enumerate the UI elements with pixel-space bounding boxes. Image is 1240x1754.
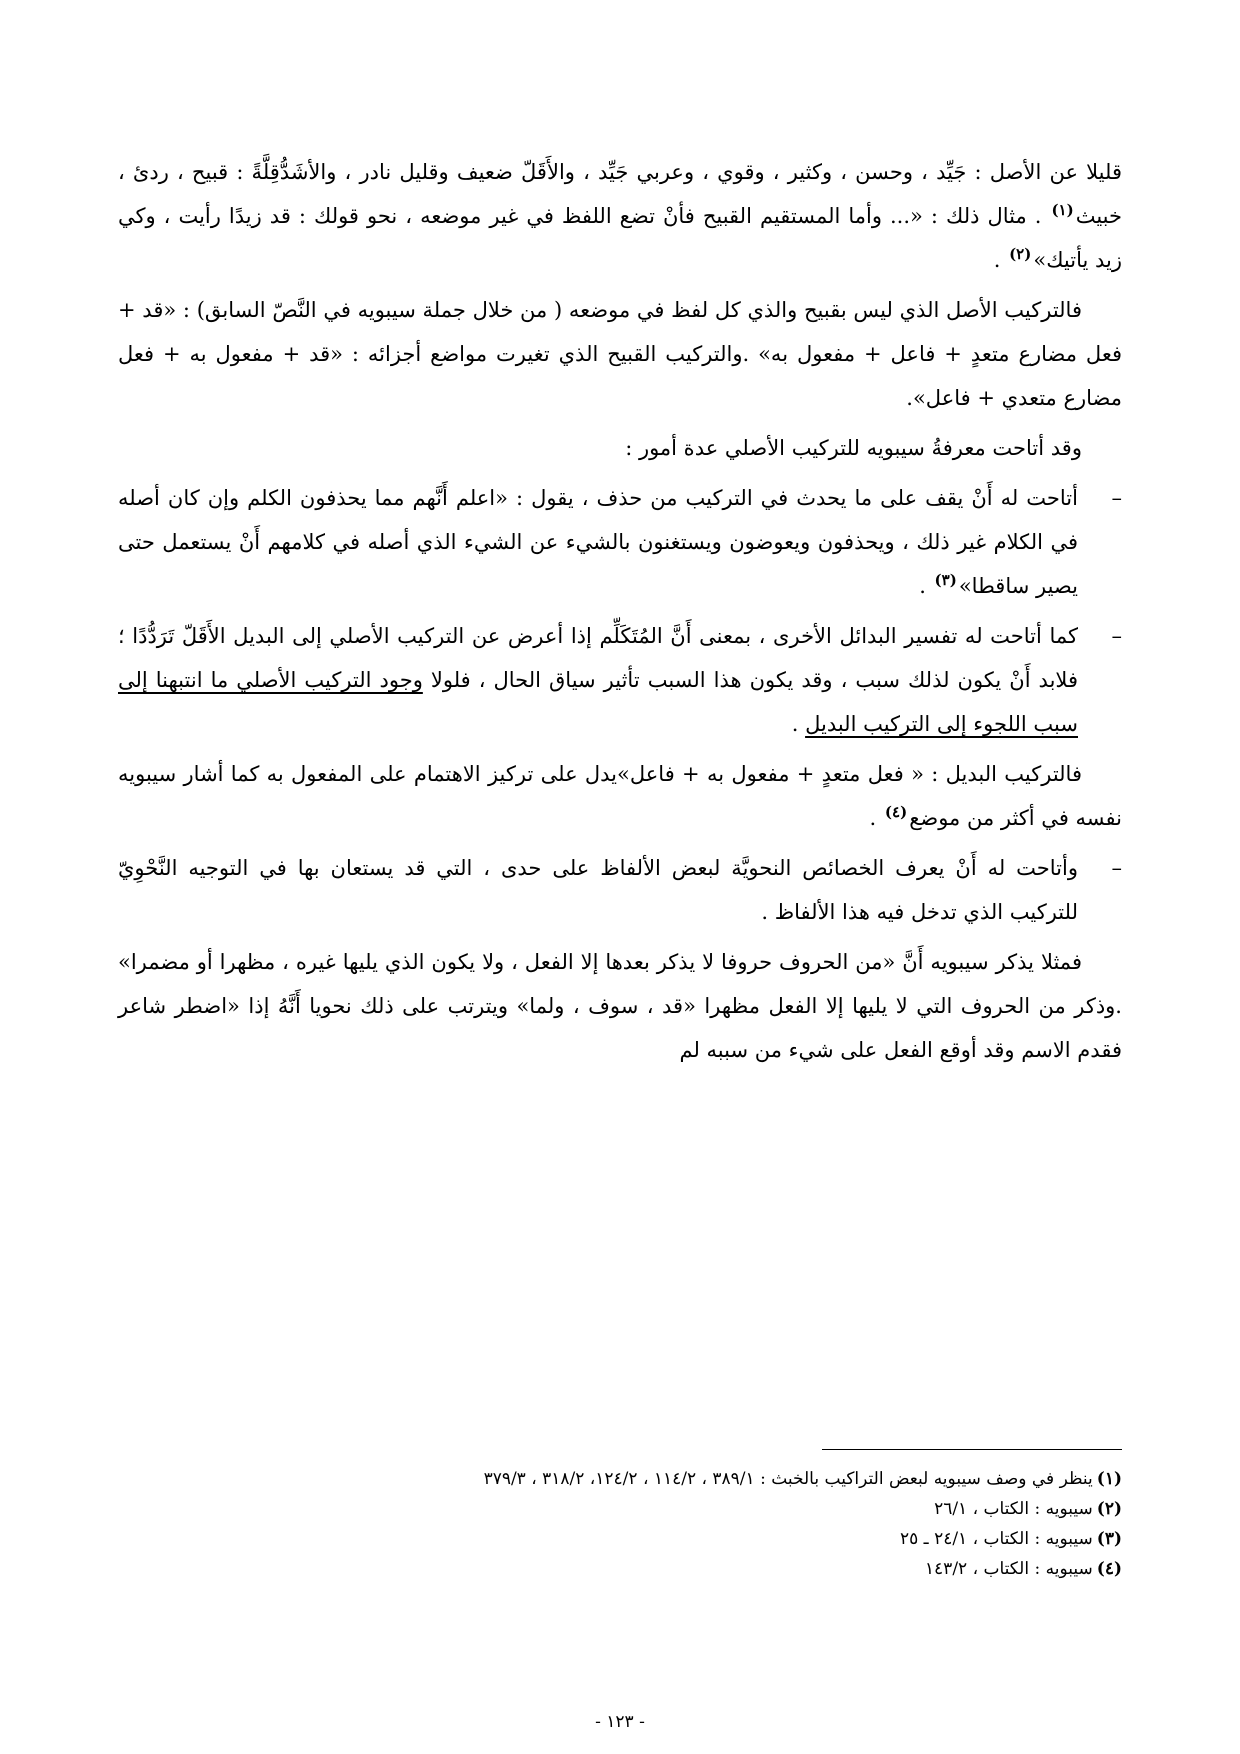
page-number: - ١٢٣ - xyxy=(595,1712,645,1732)
footnote-4: (٤)سيبويه : الكتاب ، ١٤٣/٢ xyxy=(924,1559,1122,1579)
footnote-3: (٣)سيبويه : الكتاب ، ٢٤/١ ـ ٢٥ xyxy=(900,1529,1122,1549)
footnote-ref-2[interactable]: (٢) xyxy=(1009,245,1032,263)
footnote-ref-1[interactable]: (١) xyxy=(1051,201,1074,219)
bullet-3: – وأتاحت له أَنْ يعرف الخصائص النحويَّة لبعض الألفاظ على حدى ، التي قد يستعان بها في التوجيه النَّحْوِيّ للتركيب الذي تدخل فيه هذا الألفاظ . xyxy=(118,846,1122,934)
footnote-separator xyxy=(822,1449,1122,1450)
footnote-1: (١)ينظر في وصف سيبويه لبعض التراكيب بالخبث : ٣٨٩/١ ، ١١٤/٢ ، ١٢٤/٢، ٣١٨/٢ ، ٣٧٩/٣ xyxy=(483,1469,1122,1489)
paragraph-2: فالتركيب الأصل الذي ليس بقبيح والذي كل لفظ في موضعه ( من خلال جملة سيبويه في النَّصّ السابق) : «قد + فعل مضارع متعدٍ + فاعل + مفعول به» .والتركيب القبيح الذي تغيرت مواضع أجزائه : «قد + مفعول به + فعل مضارع متعدي + فاعل». xyxy=(118,298,1122,410)
bullet-dash: – xyxy=(1111,856,1122,880)
bullet-1: – أتاحت له أَنْ يقف على ما يحدث في التركيب من حذف ، يقول : «اعلم أَنَّهم مما يحذفون الكلم وإن كان أصله في الكلام غير ذلك ، ويحذفون ويعوضون ويستغنون بالشيء عن الشيء الذي أصله في كلامهم أَنْ يستعمل حتى يصير ساقطا»$^{(٣)}$ . xyxy=(118,476,1122,608)
paragraph-4: فالتركيب البديل : « فعل متعدٍ + مفعول به + فاعل»يدل على تركيز الاهتمام على المفعول به كما أشار سيبويه نفسه في أكثر من موضع$^{(٤)}$ . xyxy=(118,762,1122,830)
paragraph-3: وقد أتاحت معرفةُ سيبويه للتركيب الأصلي عدة أمور : xyxy=(625,436,1082,460)
main-text xyxy=(118,150,1122,1078)
footnote-ref-4[interactable]: (٤) xyxy=(884,803,908,821)
underlined-phrase: وجود التركيب الأصلي ما انتبهنا إلى سبب اللجوء إلى التركيب البديل xyxy=(118,668,1078,736)
footnotes xyxy=(118,1464,1122,1584)
footnote-2: (٢)سيبويه : الكتاب ، ٢٦/١ xyxy=(934,1499,1122,1519)
bullet-dash: – xyxy=(1111,624,1122,648)
bullet-2: – كما أتاحت له تفسير البدائل الأخرى ، بمعنى أَنَّ المُتَكَلِّم إذا أعرض عن التركيب الأصلي إلى البديل الأَقَلّ تَرَدُّدًا ؛ فلابد أَنْ يكون لذلك سبب ، وقد يكون هذا السبب تأثير سياق الحال ، فلولا وجود التركيب الأصلي ما انتبهنا إلى سبب اللجوء إلى التركيب البديل . xyxy=(118,614,1122,746)
paragraph-5: فمثلا يذكر سيبويه أَنَّ «من الحروف حروفا لا يذكر بعدها إلا الفعل ، ولا يكون الذي يليها غيره ، مظهرا أو مضمرا» .وذكر من الحروف التي لا يليها إلا الفعل مظهرا «قد ، سوف ، ولما» ويترتب على ذلك نحويا أَنَّهُ إذا «اضطر شاعر فقدم الاسم وقد أوقع الفعل على شيء من سببه لم xyxy=(118,950,1122,1062)
paragraph-1: قليلا عن الأصل : جَيِّد ، وحسن ، وكثير ، وقوي ، وعربي جَيِّد ، والأَقَلّ ضعيف وقليل نادر ، والأشَدُّقِلَّةً : قبيح ، ردئ ، خبيث$^{(١)}$ . مثال ذلك : «... وأما المستقيم القبيح فأنْ تضع اللفظ في غير موضعه ، نحو قولك : قد زيدًا رأيت ، وكي زيد يأتيك»$^{(٢)}$ . xyxy=(118,160,1122,272)
footnote-ref-3[interactable]: (٣) xyxy=(934,571,957,589)
bullet-dash: – xyxy=(1111,486,1122,510)
